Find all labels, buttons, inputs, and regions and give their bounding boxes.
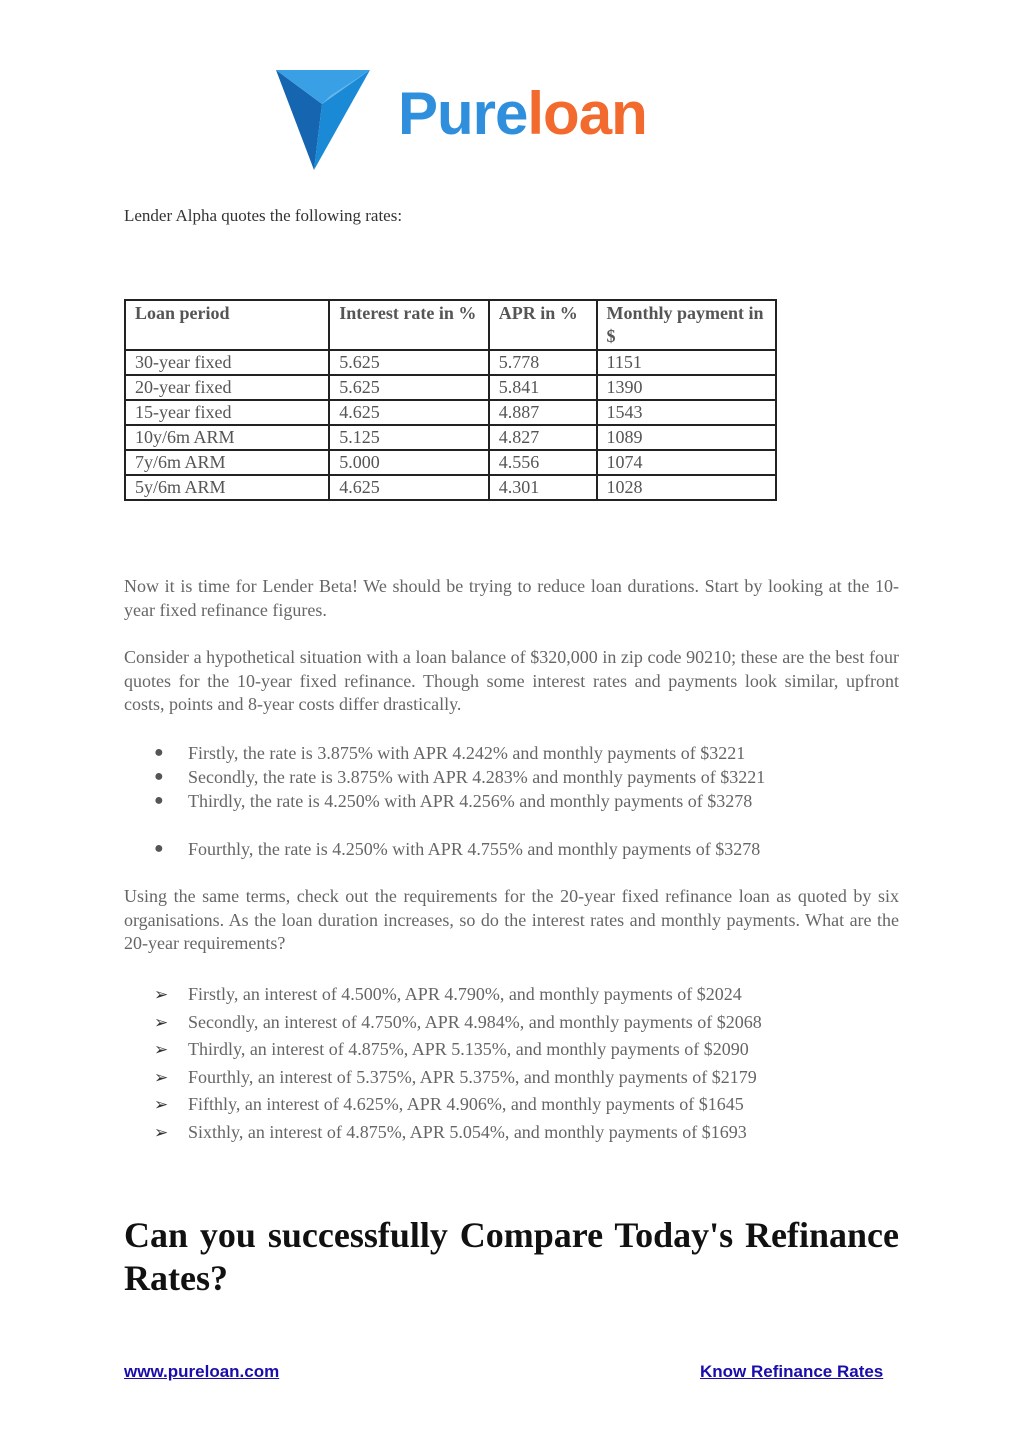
- table-cell: 1028: [597, 475, 777, 500]
- table-cell: 20-year fixed: [125, 375, 329, 400]
- table-cell: 5.625: [329, 350, 489, 375]
- arrow-bullet-icon: ➢: [154, 985, 169, 1004]
- pureloan-mark-icon: [270, 66, 380, 176]
- table-cell: 5.125: [329, 425, 489, 450]
- page-heading: Can you successfully Compare Today's Refinance Rates?: [124, 1215, 899, 1298]
- rates-table: [124, 299, 777, 501]
- hypothetical-paragraph: Consider a hypothetical situation with a loan balance of $320,000 in zip code 90210; these are the best four quotes for the 10-year fixed refinance. Though some interest rates and payments look similar, upfront costs, points and 8-year costs differ drastically.: [124, 647, 899, 714]
- table-cell: 1390: [597, 375, 777, 400]
- bullet-dot-icon: ●: [154, 840, 164, 857]
- logo-word-loan: loan: [527, 80, 647, 147]
- bullet-dot-icon: ●: [154, 792, 164, 809]
- table-cell: 4.827: [489, 425, 597, 450]
- twenty-year-quotes-list: [124, 981, 899, 1146]
- table-row: [125, 450, 776, 475]
- table-cell: 1089: [597, 425, 777, 450]
- list-item-text: Secondly, the rate is 3.875% with APR 4.283% and monthly payments of $3221: [188, 767, 766, 787]
- table-row: [125, 350, 776, 375]
- lender-beta-paragraph: Now it is time for Lender Beta! We should be trying to reduce loan durations. Start by looking at the 10-year fixed refinance figures.: [124, 576, 899, 620]
- list-item-text: Fifthly, an interest of 4.625%, APR 4.906%, and monthly payments of $1645: [188, 1094, 744, 1114]
- table-cell: 30-year fixed: [125, 350, 329, 375]
- list-item-text: Fourthly, the rate is 4.250% with APR 4.755% and monthly payments of $3278: [188, 839, 761, 859]
- table-cell: 1543: [597, 400, 777, 425]
- table-cell: 5.841: [489, 375, 597, 400]
- list-item: [124, 837, 899, 861]
- list-item: [124, 789, 899, 813]
- list-item-text: Secondly, an interest of 4.750%, APR 4.984%, and monthly payments of $2068: [188, 1011, 762, 1032]
- table-row: [125, 375, 776, 400]
- arrow-bullet-icon: ➢: [154, 1095, 169, 1114]
- table-cell: 5.625: [329, 375, 489, 400]
- table-cell: 10y/6m ARM: [125, 425, 329, 450]
- header-loan-period: Loan period: [125, 300, 329, 350]
- twenty-year-paragraph: Using the same terms, check out the requirements for the 20-year fixed refinance loan as quoted by six organisations. As the loan duration increases, so do the interest rates and monthly payments. What are the 20-year requirements?: [124, 886, 899, 953]
- website-link[interactable]: www.pureloan.com: [124, 1362, 280, 1381]
- list-item-text: Sixthly, an interest of 4.875%, APR 5.054%, and monthly payments of $1693: [188, 1121, 747, 1142]
- table-cell: 4.887: [489, 400, 597, 425]
- header-interest-rate: Interest rate in %: [329, 300, 489, 350]
- table-row: [125, 475, 776, 500]
- logo-word-pure: Pure: [398, 80, 528, 147]
- table-cell: 15-year fixed: [125, 400, 329, 425]
- table-cell: 7y/6m ARM: [125, 450, 329, 475]
- arrow-bullet-icon: ➢: [154, 1122, 169, 1142]
- pureloan-logo: [270, 66, 740, 176]
- list-item: [124, 765, 899, 789]
- know-refinance-rates-link[interactable]: Know Refinance Rates: [700, 1362, 884, 1381]
- table-cell: 1151: [597, 350, 777, 375]
- table-cell: 4.301: [489, 475, 597, 500]
- logo-wordmark: [398, 74, 647, 154]
- header-monthly-payment: Monthly payment in $: [597, 300, 777, 350]
- arrow-bullet-icon: ➢: [154, 1067, 169, 1087]
- table-row: [125, 400, 776, 425]
- list-item: [124, 1064, 899, 1092]
- table-cell: 4.556: [489, 450, 597, 475]
- arrow-bullet-icon: ➢: [154, 1040, 169, 1059]
- bullet-dot-icon: ●: [154, 768, 164, 785]
- header-apr: APR in %: [489, 300, 597, 350]
- table-cell: 5.778: [489, 350, 597, 375]
- list-item: [124, 741, 899, 765]
- ten-year-quotes-list-continued: [124, 837, 899, 861]
- table-cell: 5.000: [329, 450, 489, 475]
- table-cell: 5y/6m ARM: [125, 475, 329, 500]
- bullet-dot-icon: ●: [154, 744, 164, 761]
- list-item: [124, 1119, 899, 1147]
- table-cell: 4.625: [329, 400, 489, 425]
- list-item-text: Thirdly, the rate is 4.250% with APR 4.256% and monthly payments of $3278: [188, 791, 753, 811]
- intro-text: Lender Alpha quotes the following rates:: [124, 206, 403, 225]
- ten-year-quotes-list: [124, 741, 899, 813]
- list-item: [124, 1009, 899, 1037]
- list-item-text: Fourthly, an interest of 5.375%, APR 5.375%, and monthly payments of $2179: [188, 1066, 757, 1087]
- table-row: [125, 425, 776, 450]
- list-item: [124, 1036, 899, 1064]
- arrow-bullet-icon: ➢: [154, 1012, 169, 1032]
- list-item: [124, 981, 899, 1009]
- list-item: [124, 1091, 899, 1119]
- list-item-text: Firstly, the rate is 3.875% with APR 4.242% and monthly payments of $3221: [188, 743, 746, 763]
- table-cell: 1074: [597, 450, 777, 475]
- table-header-row: [125, 300, 776, 350]
- table-cell: 4.625: [329, 475, 489, 500]
- list-item-text: Thirdly, an interest of 4.875%, APR 5.135%, and monthly payments of $2090: [188, 1039, 749, 1059]
- list-item-text: Firstly, an interest of 4.500%, APR 4.790%, and monthly payments of $2024: [188, 984, 742, 1004]
